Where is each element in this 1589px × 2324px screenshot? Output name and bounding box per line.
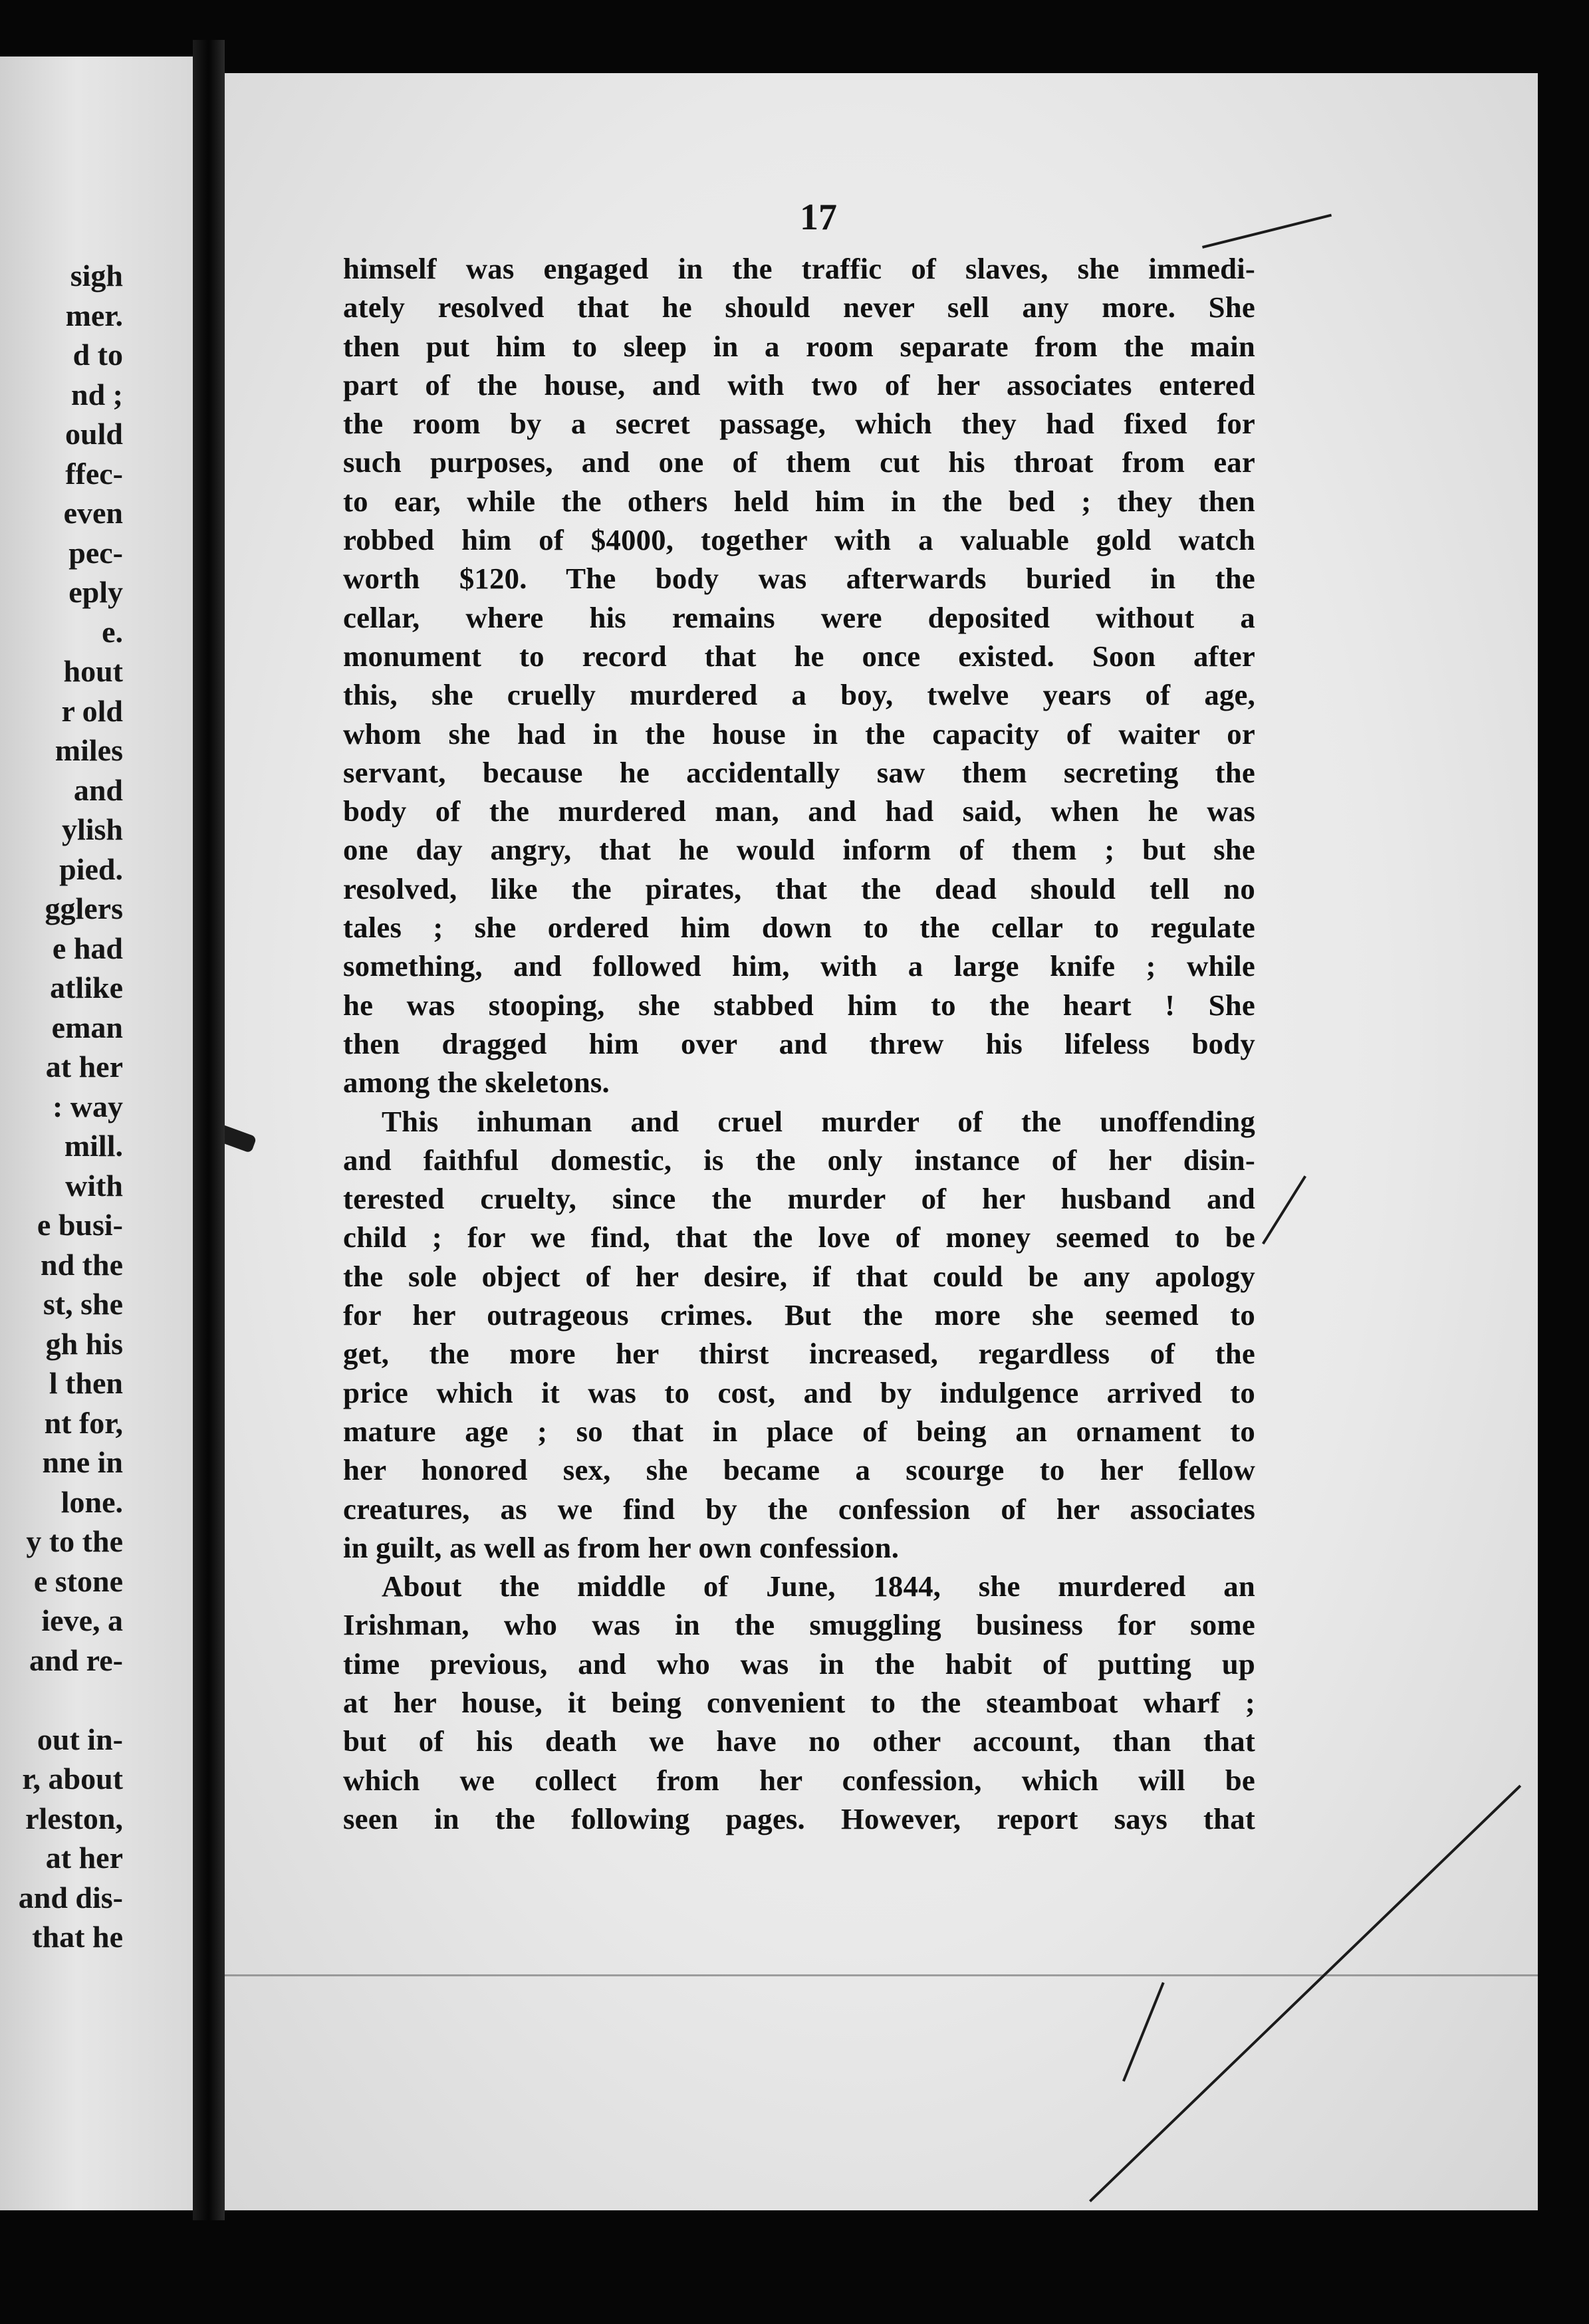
text-line: the room by a secret passage, which they had fixed for	[343, 407, 1255, 441]
left-line: ould	[65, 417, 123, 451]
left-line: r old	[61, 693, 123, 728]
text-line: then put him to sleep in a room separate from the main	[343, 329, 1255, 363]
left-line: pec-	[68, 535, 123, 570]
left-line: r, about	[22, 1762, 123, 1796]
text-line: whom she had in the house in the capacity of waiter or	[343, 717, 1255, 751]
left-line: at her	[45, 1050, 123, 1084]
left-page-text	[0, 256, 123, 1957]
text-line: for her outrageous crimes. But the more she seemed to	[343, 1298, 1255, 1332]
left-line: pied.	[59, 852, 123, 886]
left-line: with	[65, 1168, 123, 1203]
left-line: nd the	[41, 1247, 123, 1282]
text-line: creatures, as we find by the confession of her associates	[343, 1492, 1255, 1526]
left-line: at her	[45, 1841, 123, 1875]
text-line: This inhuman and cruel murder of the unoffending	[382, 1104, 1255, 1138]
text-line: body of the murdered man, and had said, when he was	[343, 794, 1255, 828]
scan-scratch	[1202, 214, 1332, 249]
text-line: in guilt, as well as from her own confession.	[343, 1530, 900, 1564]
left-line: e had	[52, 931, 123, 965]
text-line: to ear, while the others held him in the bed ; they then	[343, 484, 1255, 518]
text-line: Irishman, who was in the smuggling business for some	[343, 1608, 1255, 1642]
body-text	[343, 249, 1255, 1838]
ink-blot	[225, 1123, 257, 1153]
text-line: then dragged him over and threw his lifeless body	[343, 1026, 1255, 1060]
text-line: monument to record that he once existed. Soon after	[343, 639, 1255, 673]
scan-scratch	[1122, 1982, 1165, 2082]
text-line: at her house, it being convenient to the steamboat wharf ;	[343, 1685, 1255, 1719]
book-gutter	[193, 40, 225, 2220]
left-line: miles	[55, 733, 123, 767]
text-line: cellar, where his remains were deposited without a	[343, 600, 1255, 634]
text-line: resolved, like the pirates, that the dead should tell no	[343, 872, 1255, 905]
text-line: himself was engaged in the traffic of slaves, she immedi-	[343, 252, 1255, 285]
left-line: y to the	[26, 1524, 123, 1558]
left-line: nt for,	[44, 1405, 123, 1440]
text-line: and faithful domestic, is the only instance of her disin-	[343, 1143, 1255, 1177]
text-line: the sole object of her desire, if that could be any apology	[343, 1259, 1255, 1293]
left-line: ffec-	[65, 456, 123, 491]
text-line: child ; for we find, that the love of money seemed to be	[343, 1220, 1255, 1254]
text-line: seen in the following pages. However, report says that	[343, 1801, 1255, 1835]
text-line: something, and followed him, with a large knife ; while	[343, 949, 1255, 983]
left-line: atlike	[50, 971, 123, 1004]
left-line: nd ;	[71, 377, 123, 411]
left-line: lone.	[61, 1484, 123, 1519]
left-line: and re-	[29, 1643, 123, 1677]
page-number: 17	[800, 197, 837, 238]
text-line: part of the house, and with two of her associates entered	[343, 368, 1255, 402]
text-line: ately resolved that he should never sell any more. She	[343, 290, 1255, 324]
left-line: gglers	[45, 891, 123, 925]
left-line: even	[63, 496, 123, 530]
text-line: terested cruelty, since the murder of her husband and	[343, 1182, 1255, 1216]
text-line: such purposes, and one of them cut his throat from ear	[343, 445, 1255, 479]
left-line: : way	[52, 1089, 123, 1123]
text-line: among the skeletons.	[343, 1066, 610, 1100]
text-line: About the middle of June, 1844, she murdered an	[382, 1569, 1255, 1603]
left-line: e stone	[33, 1564, 123, 1598]
text-line: mature age ; so that in place of being an ornament to	[343, 1414, 1255, 1448]
text-line: time previous, and who was in the habit of putting up	[343, 1647, 1255, 1681]
left-line: d to	[72, 338, 123, 372]
left-line: out in-	[37, 1722, 123, 1756]
left-line: and dis-	[18, 1880, 123, 1915]
left-line: mill.	[64, 1129, 123, 1163]
left-line: rleston,	[25, 1801, 123, 1835]
text-line: one day angry, that he would inform of them ; but she	[343, 833, 1255, 867]
scan-artifact-rule	[225, 1974, 1538, 1976]
text-line: tales ; she ordered him down to the cellar to regulate	[343, 911, 1255, 945]
left-page-fragment	[0, 57, 193, 2210]
left-line: nne in	[42, 1445, 123, 1479]
left-line: sigh	[70, 259, 123, 292]
left-line: e busi-	[37, 1208, 123, 1242]
text-line: he was stooping, she stabbed him to the heart ! She	[343, 988, 1255, 1022]
text-line: price which it was to cost, and by indulgence arrived to	[343, 1375, 1255, 1409]
text-line: get, the more her thirst increased, regardless of the	[343, 1337, 1255, 1371]
left-line: eman	[51, 1010, 123, 1044]
text-line: servant, because he accidentally saw them secreting the	[343, 755, 1255, 789]
text-line: her honored sex, she became a scourge to her fellow	[343, 1453, 1255, 1487]
left-line: hout	[63, 654, 123, 688]
left-line: gh his	[45, 1326, 123, 1361]
left-line: st, she	[43, 1287, 123, 1321]
text-line: but of his death we have no other account, than that	[343, 1724, 1255, 1758]
left-line	[0, 1680, 123, 1720]
left-line: eply	[68, 575, 123, 609]
left-line: mer.	[65, 298, 123, 332]
left-line: l then	[49, 1366, 123, 1400]
text-line: robbed him of $4000, together with a valuable gold watch	[343, 523, 1255, 557]
text-line: this, she cruelly murdered a boy, twelve years of age,	[343, 678, 1255, 712]
text-line: worth $120. The body was afterwards buried in the	[343, 562, 1255, 596]
left-line: ylish	[61, 812, 123, 846]
scan-scratch	[1089, 1785, 1521, 2202]
text-line: which we collect from her confession, which will be	[343, 1763, 1255, 1797]
left-line: e.	[102, 614, 123, 649]
left-line: and	[73, 772, 123, 807]
left-line: that he	[32, 1920, 123, 1954]
scan-scratch	[1262, 1175, 1306, 1244]
main-page	[225, 73, 1538, 2210]
left-line: ieve, a	[41, 1603, 123, 1637]
